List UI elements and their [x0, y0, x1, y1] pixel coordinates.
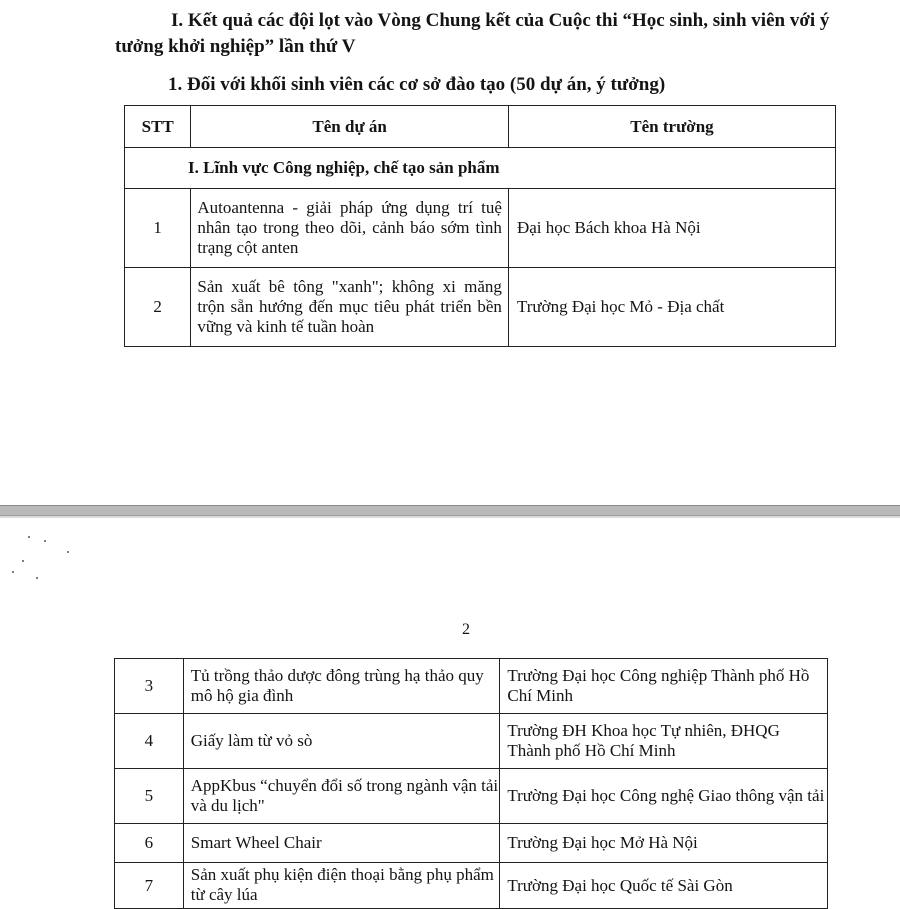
cell-stt: 2	[125, 268, 191, 347]
cell-school: Trường Đại học Công nghiệp Thành phố Hồ Chí Minh	[500, 659, 828, 714]
section-heading	[115, 8, 830, 60]
table-row	[125, 189, 836, 268]
heading-text: Kết quả các đội lọt vào Vòng Chung kết của Cuộc thi “Học sinh, sinh viên với ý tưởng khởi nghiệp” lần thứ V	[115, 10, 830, 57]
cell-school: Trường Đại học Mở Hà Nội	[500, 824, 828, 863]
cell-school: Trường Đại học Mỏ - Địa chất	[508, 268, 835, 347]
cell-school: Trường Đại học Quốc tế Sài Gòn	[500, 863, 828, 909]
cell-school: Đại học Bách khoa Hà Nội	[508, 189, 835, 268]
section-label: I. Lĩnh vực Công nghiệp, chế tạo sản phẩm	[125, 148, 836, 189]
cell-project: Sản xuất phụ kiện điện thoại bằng phụ phẩm từ cây lúa	[183, 863, 500, 909]
cell-project: Sản xuất bê tông "xanh"; không xi măng trộn sẵn hướng đến mục tiêu phát triển bền vững và kinh tế tuần hoàn	[191, 268, 509, 347]
table-row	[115, 769, 828, 824]
cell-stt: 4	[115, 714, 184, 769]
page-divider	[0, 505, 900, 516]
table-header-row	[125, 106, 836, 148]
header-project: Tên dự án	[191, 106, 509, 148]
cell-project: Autoantenna - giải pháp ứng dụng trí tuệ nhân tạo trong theo dõi, cảnh báo sớm tình trạng cột anten	[191, 189, 509, 268]
cell-stt: 1	[125, 189, 191, 268]
header-school: Tên trường	[508, 106, 835, 148]
results-table-2	[114, 658, 828, 909]
results-table-1	[124, 105, 836, 347]
cell-project: Smart Wheel Chair	[183, 824, 500, 863]
cell-school: Trường Đại học Công nghệ Giao thông vận tải	[500, 769, 828, 824]
section-row	[125, 148, 836, 189]
cell-project: AppKbus “chuyển đổi số trong ngành vận tải và du lịch"	[183, 769, 500, 824]
table-row	[115, 824, 828, 863]
table-row	[125, 268, 836, 347]
header-stt: STT	[125, 106, 191, 148]
cell-stt: 5	[115, 769, 184, 824]
cell-stt: 7	[115, 863, 184, 909]
heading-roman: I.	[171, 10, 184, 31]
subheading: 1. Đối với khối sinh viên các cơ sở đào tạo (50 dự án, ý tưởng)	[168, 74, 666, 95]
page-divider-shadow	[0, 516, 900, 518]
page-number: 2	[462, 621, 470, 638]
cell-stt: 6	[115, 824, 184, 863]
table-row	[115, 714, 828, 769]
cell-school: Trường ĐH Khoa học Tự nhiên, ĐHQG Thành phố Hồ Chí Minh	[500, 714, 828, 769]
cell-project: Giấy làm từ vỏ sò	[183, 714, 500, 769]
cell-stt: 3	[115, 659, 184, 714]
cell-project: Tủ trồng thảo dược đông trùng hạ thảo quy mô hộ gia đình	[183, 659, 500, 714]
table-row	[115, 863, 828, 909]
table-row	[115, 659, 828, 714]
